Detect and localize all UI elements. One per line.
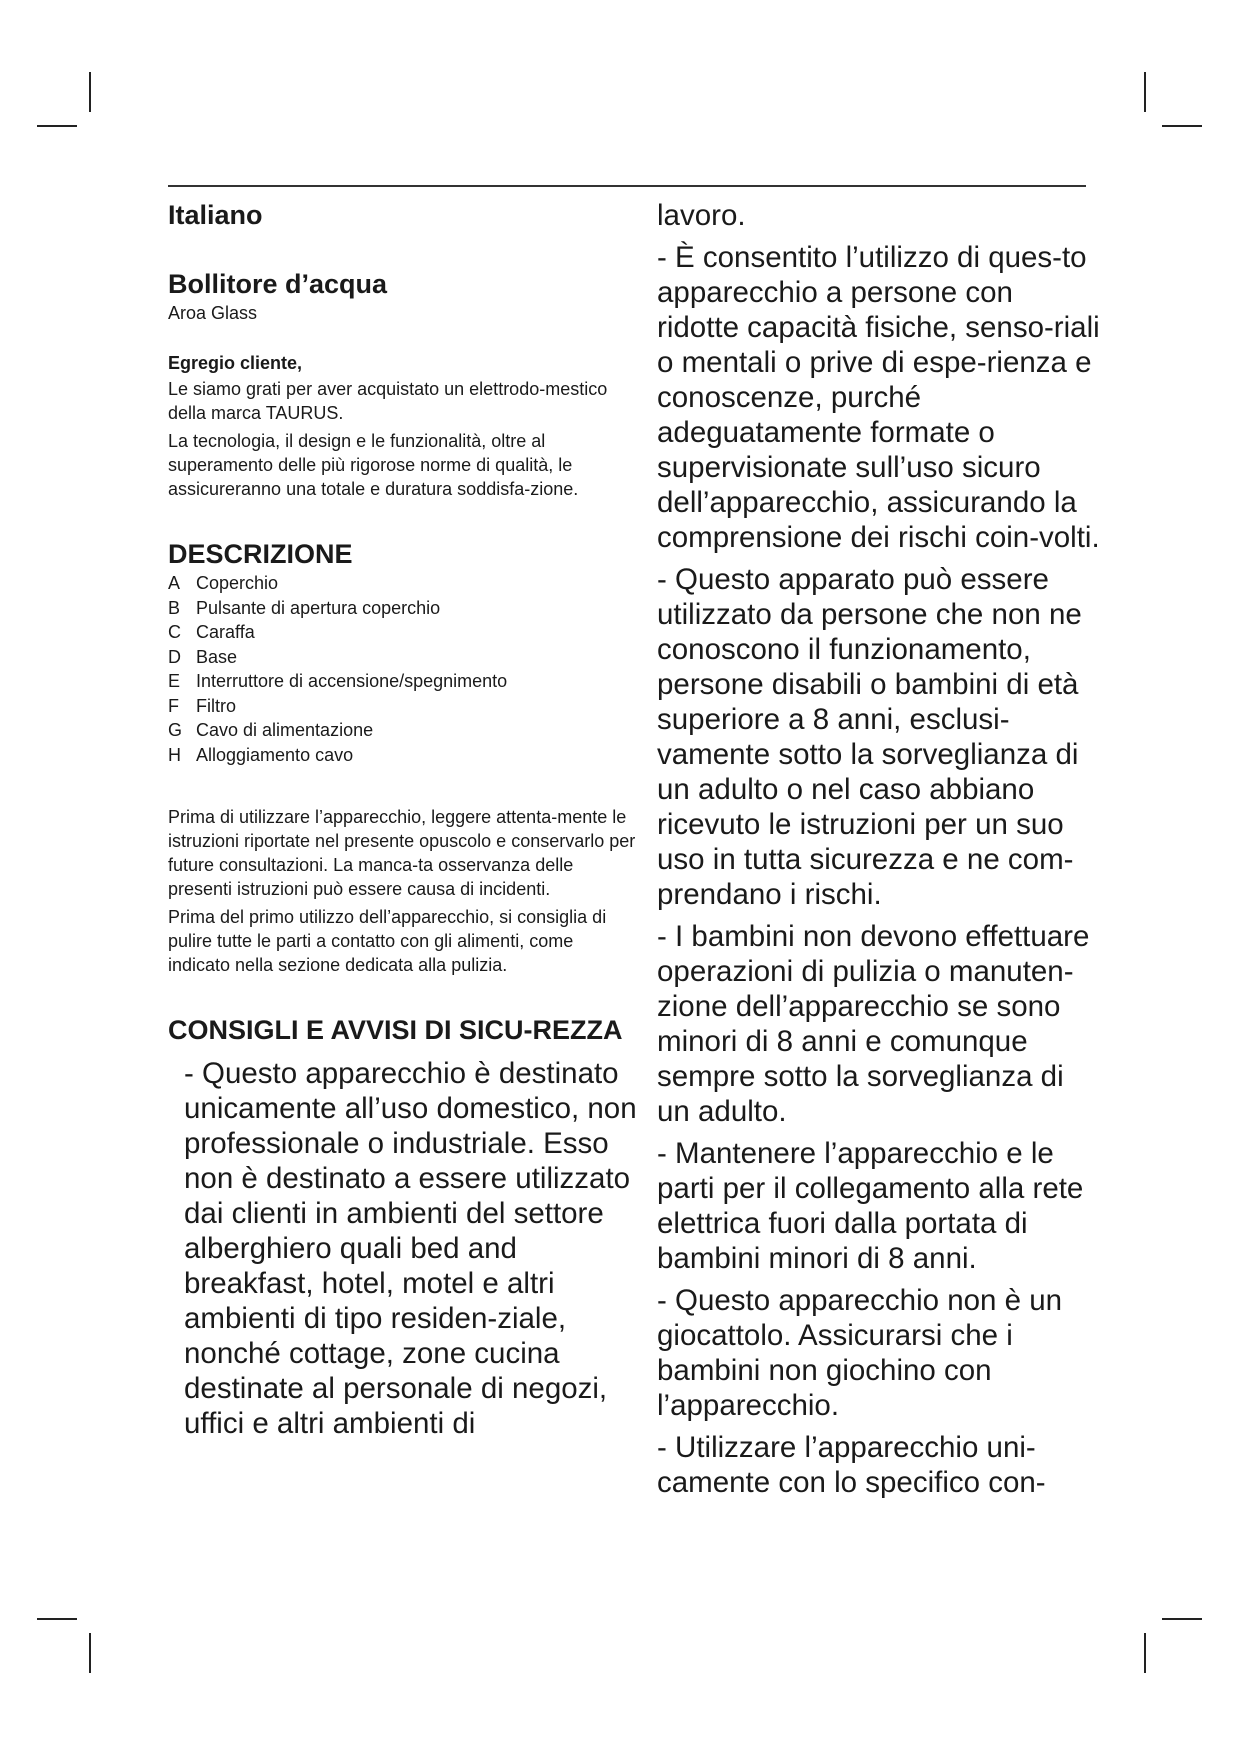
parts-list-item: D Base	[168, 646, 238, 667]
usage-note: Prima di utilizzare l’apparecchio, leggere attenta-mente le istruzioni riportate nel presente opuscolo e conservarlo per future consultazioni. La manca-ta osservanza delle presenti istruzioni può essere causa di incidenti.	[168, 807, 636, 899]
safety-item: - Mantenere l’apparecchio e le parti per il collegamento alla rete elettrica fuori dalla portata di bambini minori di 8 anni.	[657, 1137, 1084, 1275]
safety-item: - Utilizzare l’apparecchio uni-camente con lo specifico con-	[657, 1431, 1046, 1499]
crop-mark	[1162, 1618, 1202, 1620]
crop-mark	[1162, 125, 1202, 127]
crop-mark	[89, 1633, 91, 1673]
crop-mark	[37, 1618, 77, 1620]
parts-list-item: C Caraffa	[168, 622, 255, 642]
parts-list	[168, 571, 638, 767]
safety-heading: CONSIGLI E AVVISI DI SICU-REZZA	[168, 1015, 623, 1045]
crop-mark	[89, 72, 91, 112]
safety-item: - Questo apparecchio non è un giocattolo. Assicurarsi che i bambini non giochino con l’apparecchio.	[657, 1284, 1063, 1422]
parts-list-item: A Coperchio	[168, 573, 279, 593]
header-rule	[168, 185, 1086, 187]
right-column	[657, 198, 1102, 1507]
parts-list-item: E Interruttore di accensione/spegnimento	[168, 671, 508, 691]
usage-note: Prima del primo utilizzo dell’apparecchio, si consiglia di pulire tutte le parti a contatto con gli alimenti, come indicato nella sezione dedicata alla pulizia.	[168, 907, 607, 975]
parts-list-item: F Filtro	[168, 695, 236, 716]
parts-list-item: H Alloggiamento cavo	[168, 744, 354, 765]
intro-paragraph: La tecnologia, il design e le funzionalità, oltre al superamento delle più rigorose norme di qualità, le assicureranno una totale e duratura soddisfa-zione.	[168, 431, 579, 499]
crop-mark	[37, 125, 77, 127]
safety-item: - Questo apparato può essere utilizzato da persone che non ne conoscono il funzionamento, persone disabili o bambini di età superiore a 8 anni, esclusi-vamente sotto la sorveglianza di un adulto o nel caso abbiano ricevuto le istruzioni per un suo uso in tutta sicurezza e ne com-prendano i rischi.	[657, 563, 1082, 911]
language-heading: Italiano	[168, 200, 263, 230]
product-model: Aroa Glass	[168, 303, 258, 323]
intro-paragraph: Le siamo grati per aver acquistato un elettrodo-mestico della marca TAURUS.	[168, 379, 608, 423]
safety-item: lavoro.	[657, 199, 746, 232]
safety-item: - I bambini non devono effettuare operazioni di pulizia o manuten-zione dell’apparecchio se sono minori di 8 anni e comunque sempre sotto la sorveglianza di un adulto.	[657, 920, 1090, 1128]
description-heading: DESCRIZIONE	[168, 539, 353, 569]
safety-item: - È consentito l’utilizzo di ques-to apparecchio a persone con ridotte capacità fisiche, senso-riali o mentali o prive di espe-rienza e conoscenze, purché adeguatamente formate o supervisionate sull’uso sicuro dell’apparecchio, assicurando la comprensione dei rischi coin-volti.	[657, 241, 1100, 554]
parts-list-item: G Cavo di alimentazione	[168, 720, 374, 740]
safety-item: - Questo apparecchio è destinato unicamente all’uso domestico, non professionale o industriale. Esso non è destinato a essere utilizzato dai clienti in ambienti del settore alberghiero quali bed and breakfast, hotel, motel e altri ambienti di tipo residen-ziale, nonché cottage, zone cucina destinate al personale di negozi, uffici e altri ambienti di	[184, 1057, 637, 1440]
crop-mark	[1144, 72, 1146, 112]
crop-mark	[1144, 1633, 1146, 1673]
greeting: Egregio cliente,	[168, 353, 303, 373]
parts-list-item: B Pulsante di apertura coperchio	[168, 597, 441, 618]
product-title: Bollitore d’acqua	[168, 269, 388, 299]
left-column	[168, 198, 638, 1448]
